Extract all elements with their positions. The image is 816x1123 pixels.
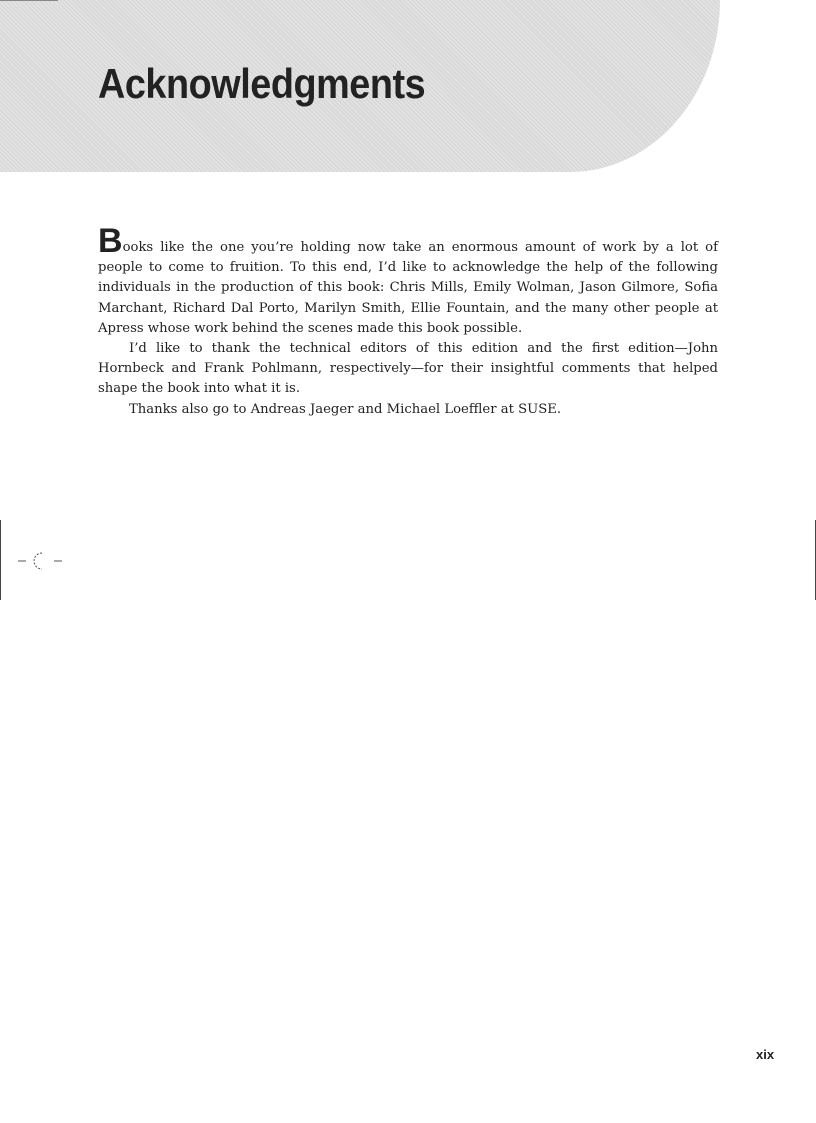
registration-mark-icon <box>18 551 62 571</box>
paragraph-1 <box>98 222 718 339</box>
page-title: Acknowledgments <box>98 60 426 107</box>
left-margin-rule <box>0 520 1 600</box>
drop-cap: B <box>98 222 123 260</box>
paragraph-2: I’d like to thank the technical editors of this edition and the first edition—John Hornbeck and Frank Pohlmann, respectively—for their insightful comments that helped shape the book into what it is. <box>98 341 718 397</box>
body-text <box>98 222 718 420</box>
paragraph-3: Thanks also go to Andreas Jaeger and Michael Loeffler at SUSE. <box>129 401 562 417</box>
paragraph-1-text: ooks like the one you’re holding now take an enormous amount of work by a lot of people to come to fruition. To this end, I’d like to acknowledge the help of the following individuals in the production of this book: Chris Mills, Emily Wolman, Jason Gilmore, Sofia Marchant, Richard Dal Porto, Marilyn Smith, Ellie Fountain, and the many other people at Apress whose work behind the scenes made this book possible. <box>98 240 718 336</box>
page-number: xix <box>756 1047 775 1062</box>
corner-crop-mark <box>0 0 58 1</box>
